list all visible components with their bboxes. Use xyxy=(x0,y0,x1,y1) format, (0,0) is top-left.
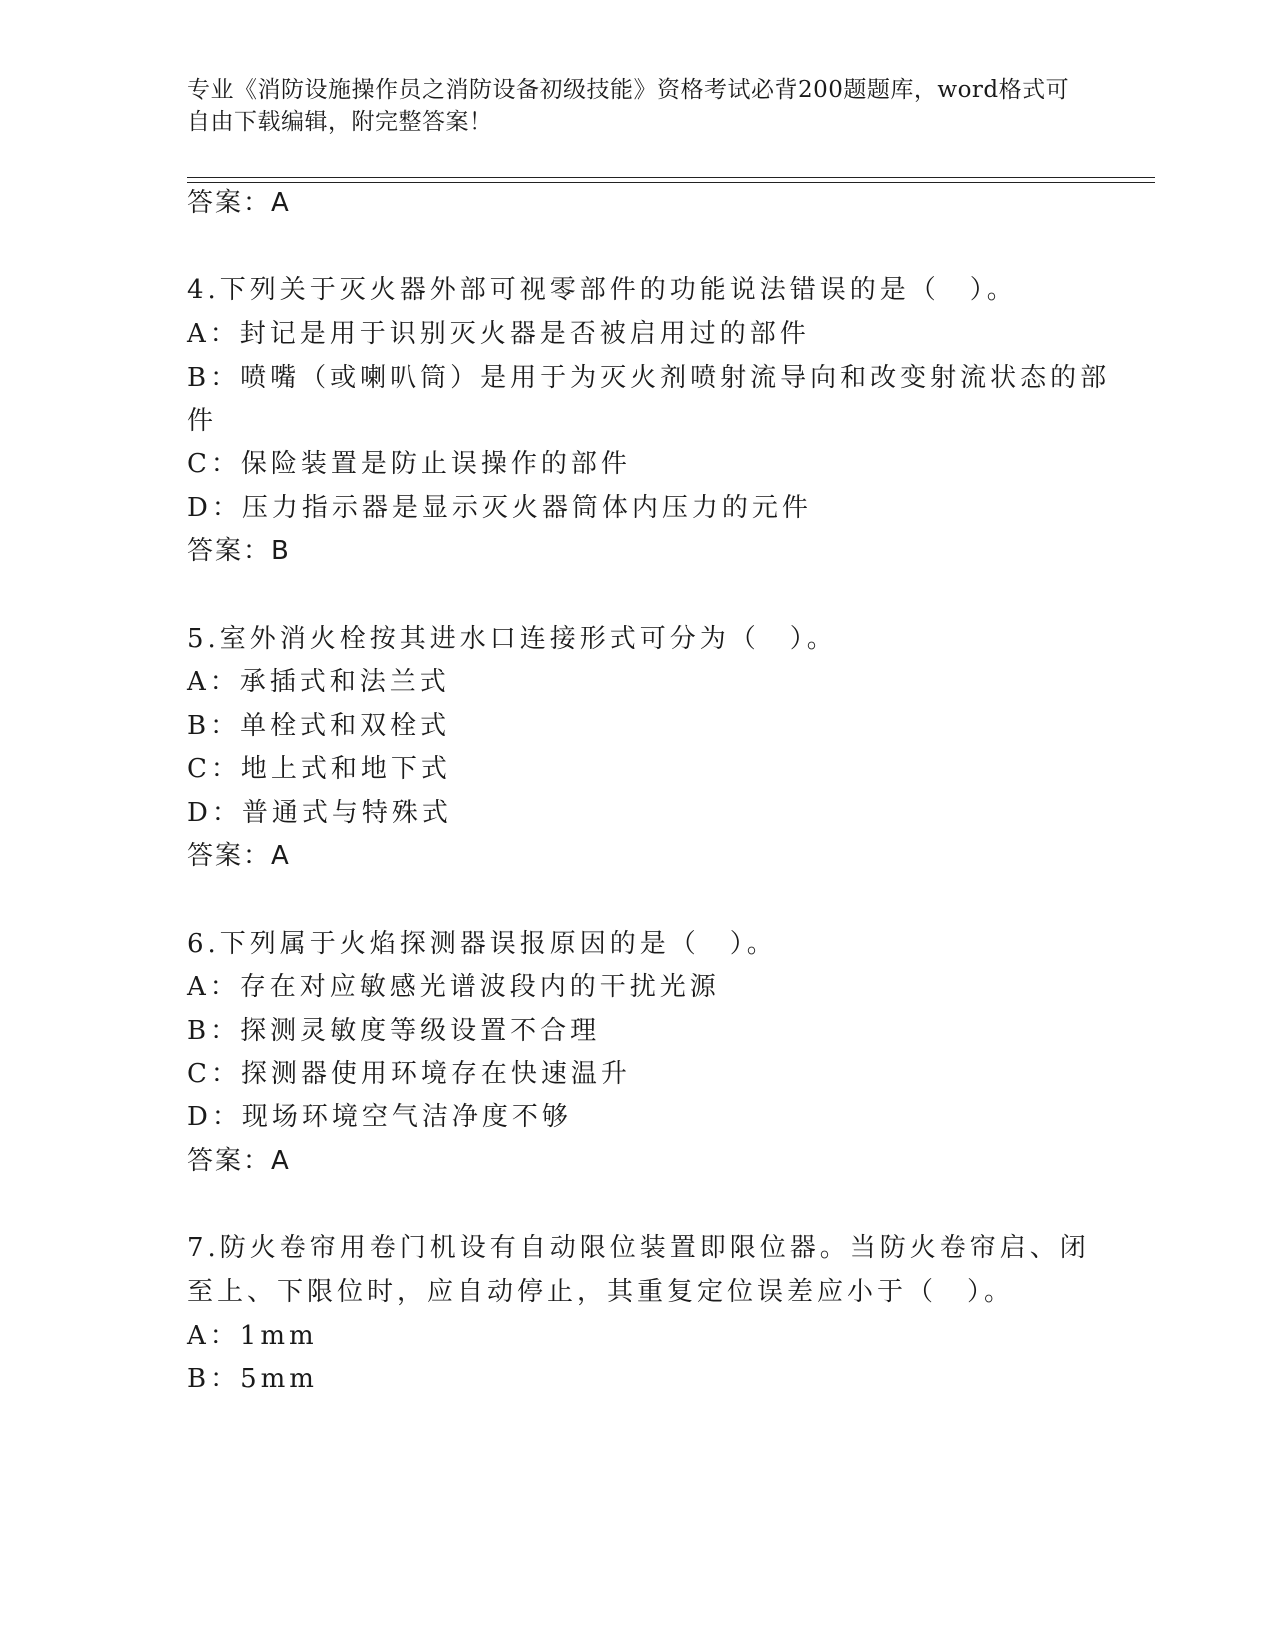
previous-answer: 答案：A xyxy=(187,188,291,218)
question-6-answer: 答案：A xyxy=(187,1146,291,1176)
question-4-answer: 答案：B xyxy=(187,536,291,566)
question-7-option-b: B：5mm xyxy=(187,1364,318,1394)
question-4-option-b: B：喷嘴（或喇叭筒）是用于为灭火剂喷射流导向和改变射流状态的部 xyxy=(187,363,1111,393)
document-header: 专业《消防设施操作员之消防设备初级技能》资格考试必背200题题库，word格式可自由下载编辑，附完整答案！ xyxy=(187,77,1070,135)
question-5-option-b: B：单栓式和双栓式 xyxy=(187,711,451,741)
question-6-option-b: B：探测灵敏度等级设置不合理 xyxy=(187,1016,601,1046)
question-5-answer: 答案：A xyxy=(187,841,291,871)
question-4-stem: 4.下列关于灭火器外部可视零部件的功能说法错误的是（ ）。 xyxy=(187,275,1017,305)
question-6-option-d: D：现场环境空气洁净度不够 xyxy=(187,1102,572,1132)
question-5-option-c: C：地上式和地下式 xyxy=(187,754,451,784)
header-divider-top xyxy=(187,177,1155,178)
question-4-option-c: C：保险装置是防止误操作的部件 xyxy=(187,449,631,479)
question-7-option-a: A：1mm xyxy=(187,1321,318,1351)
question-6-option-c: C：探测器使用环境存在快速温升 xyxy=(187,1059,631,1089)
question-6-option-a: A：存在对应敏感光谱波段内的干扰光源 xyxy=(187,972,720,1002)
question-5-option-d: D：普通式与特殊式 xyxy=(187,798,452,828)
question-7-stem-continued: 至上、下限位时，应自动停止，其重复定位误差应小于（ ）。 xyxy=(187,1277,1015,1307)
question-6-stem: 6.下列属于火焰探测器误报原因的是（ ）。 xyxy=(187,929,777,959)
header-divider-bottom xyxy=(187,182,1155,183)
question-5-stem: 5.室外消火栓按其进水口连接形式可分为（ ）。 xyxy=(187,624,837,654)
question-4-option-a: A：封记是用于识别灭火器是否被启用过的部件 xyxy=(187,319,810,349)
question-4-option-d: D：压力指示器是显示灭火器筒体内压力的元件 xyxy=(187,493,812,523)
question-4-option-b-continued: 件 xyxy=(187,406,218,436)
question-7-stem: 7.防火卷帘用卷门机设有自动限位装置即限位器。当防火卷帘启、闭 xyxy=(187,1233,1090,1263)
question-5-option-a: A：承插式和法兰式 xyxy=(187,667,450,697)
